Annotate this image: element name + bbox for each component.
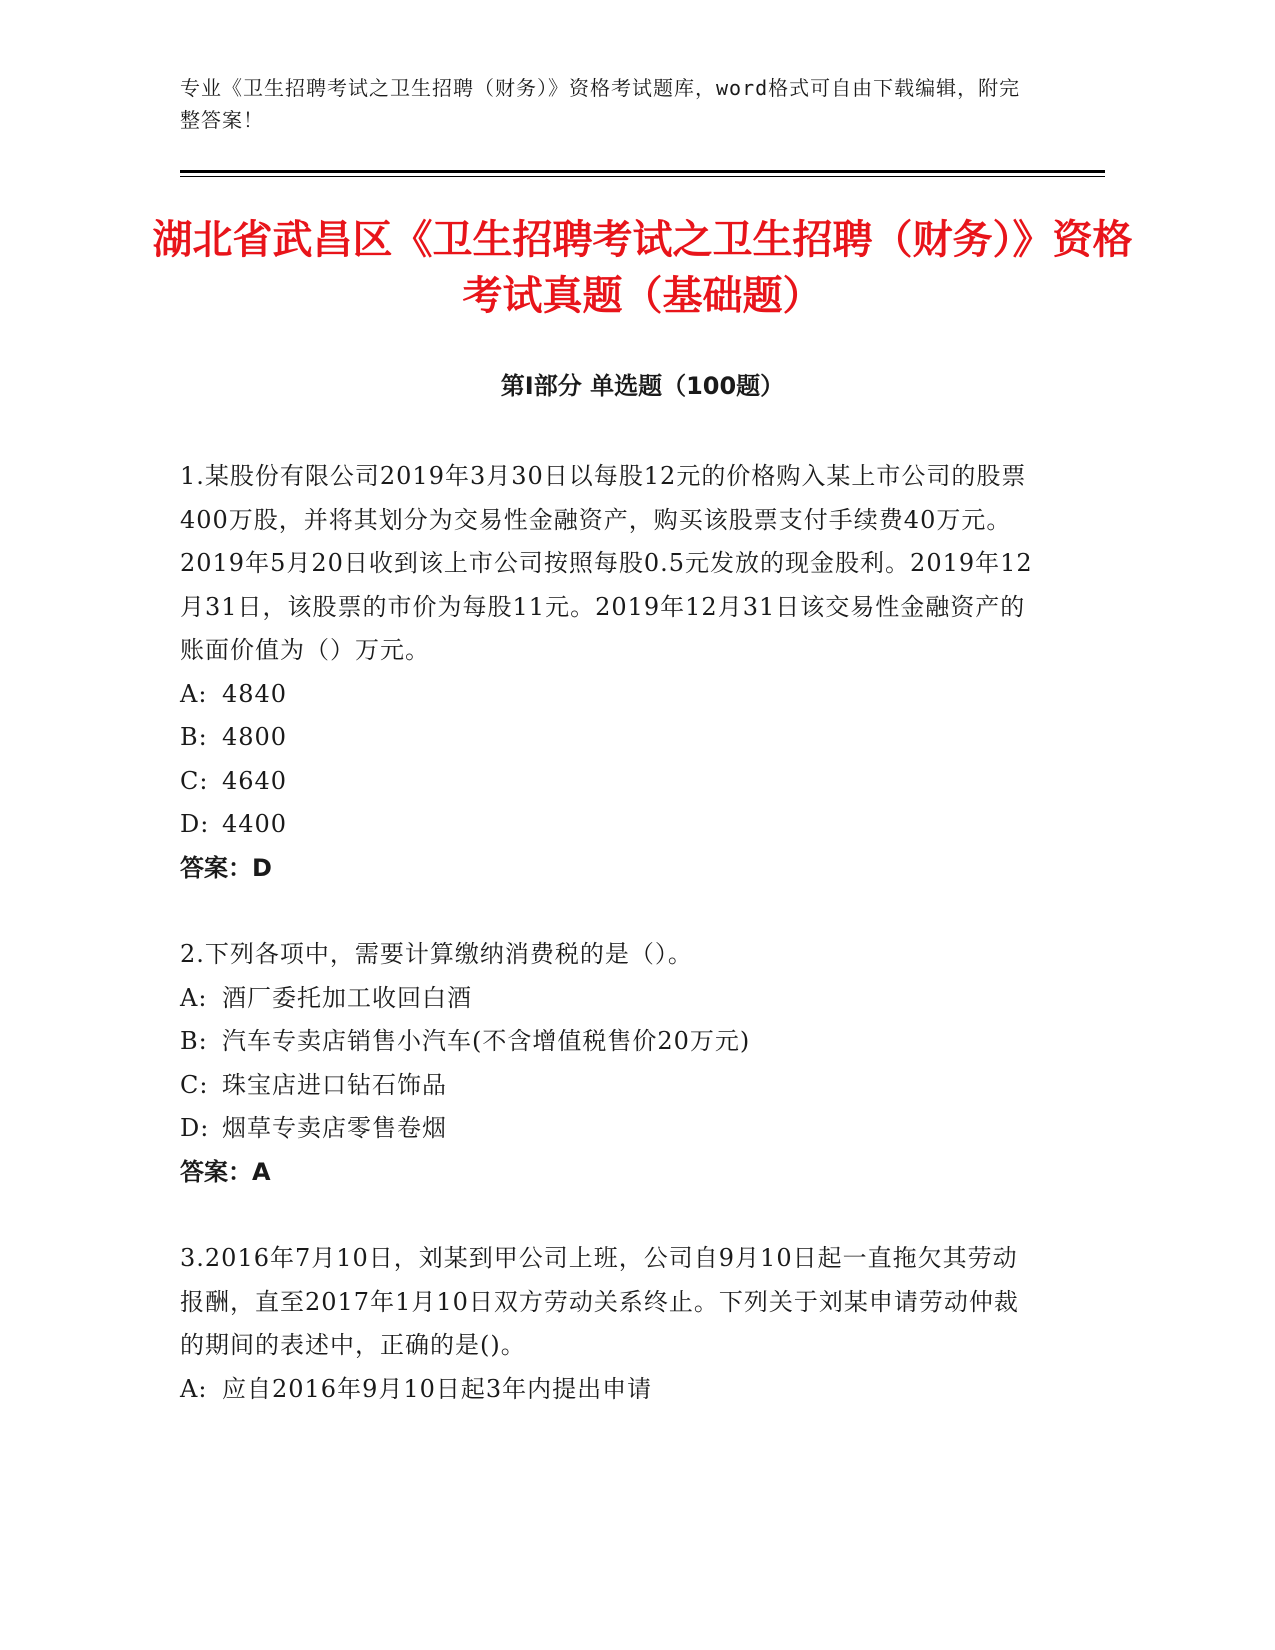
- option-text: 汽车专卖店销售小汽车(不含增值税售价20万元): [222, 1027, 751, 1055]
- question-list: [180, 455, 1040, 1454]
- option-letter: C:: [180, 1070, 209, 1099]
- option-letter: B:: [180, 723, 208, 751]
- option-b: [180, 716, 1040, 760]
- option-d: [180, 803, 1040, 847]
- option-a: [180, 1368, 1040, 1412]
- option-c: [180, 1064, 1040, 1108]
- header-note: 专业《卫生招聘考试之卫生招聘（财务）》资格考试题库，word格式可自由下载编辑，附完整答案！: [180, 76, 1021, 132]
- option-text: 烟草专卖店零售卷烟: [222, 1114, 447, 1142]
- option-text: 4800: [222, 723, 288, 751]
- option-text: 应自2016年9月10日起3年内提出申请: [222, 1374, 653, 1403]
- header-rule-thin: [180, 176, 1105, 177]
- option-letter: D:: [180, 810, 210, 838]
- option-a: [180, 977, 1040, 1021]
- option-text: 4400: [222, 810, 288, 838]
- document-title: 湖北省武昌区《卫生招聘考试之卫生招聘（财务）》资格考试真题（基础题）: [152, 217, 1133, 319]
- answer: 答案：A: [180, 1157, 271, 1186]
- option-letter: B:: [180, 1027, 208, 1055]
- question-text: 2.下列各项中，需要计算缴纳消费税的是（）。: [180, 940, 693, 968]
- answer: 答案：D: [180, 853, 272, 882]
- option-d: [180, 1107, 1040, 1151]
- option-b: [180, 1020, 1040, 1064]
- option-letter: D:: [180, 1114, 210, 1142]
- question-3: [180, 1237, 1040, 1411]
- option-letter: A:: [180, 1374, 208, 1403]
- option-text: 酒厂委托加工收回白酒: [222, 983, 472, 1012]
- question-1: [180, 455, 1040, 890]
- option-letter: A:: [180, 983, 208, 1012]
- option-c: [180, 760, 1040, 804]
- option-text: 4840: [222, 679, 288, 708]
- question-2: [180, 933, 1040, 1194]
- question-text: 1.某股份有限公司2019年3月30日以每股12元的价格购入某上市公司的股票400万股，并将其划分为交易性金融资产，购买该股票支付手续费40万元。2019年5月20日收到该上市公司按照每股0.5元发放的现金股利。2019年12月31日，该股票的市价为每股11元。2019年12月31日该交易性金融资产的账面价值为（）万元。: [180, 462, 1033, 664]
- option-a: [180, 673, 1040, 717]
- option-text: 珠宝店进口钻石饰品: [222, 1070, 447, 1099]
- section-heading: 第Ⅰ部分 单选题（100题）: [500, 372, 785, 400]
- header-rule-thick: [180, 170, 1105, 173]
- option-letter: C:: [180, 766, 209, 795]
- option-text: 4640: [222, 766, 288, 795]
- question-text: 3.2016年7月10日，刘某到甲公司上班，公司自9月10日起一直拖欠其劳动报酬，直至2017年1月10日双方劳动关系终止。下列关于刘某申请劳动仲裁的期间的表述中，正确的是()。: [180, 1244, 1019, 1359]
- option-letter: A:: [180, 679, 208, 708]
